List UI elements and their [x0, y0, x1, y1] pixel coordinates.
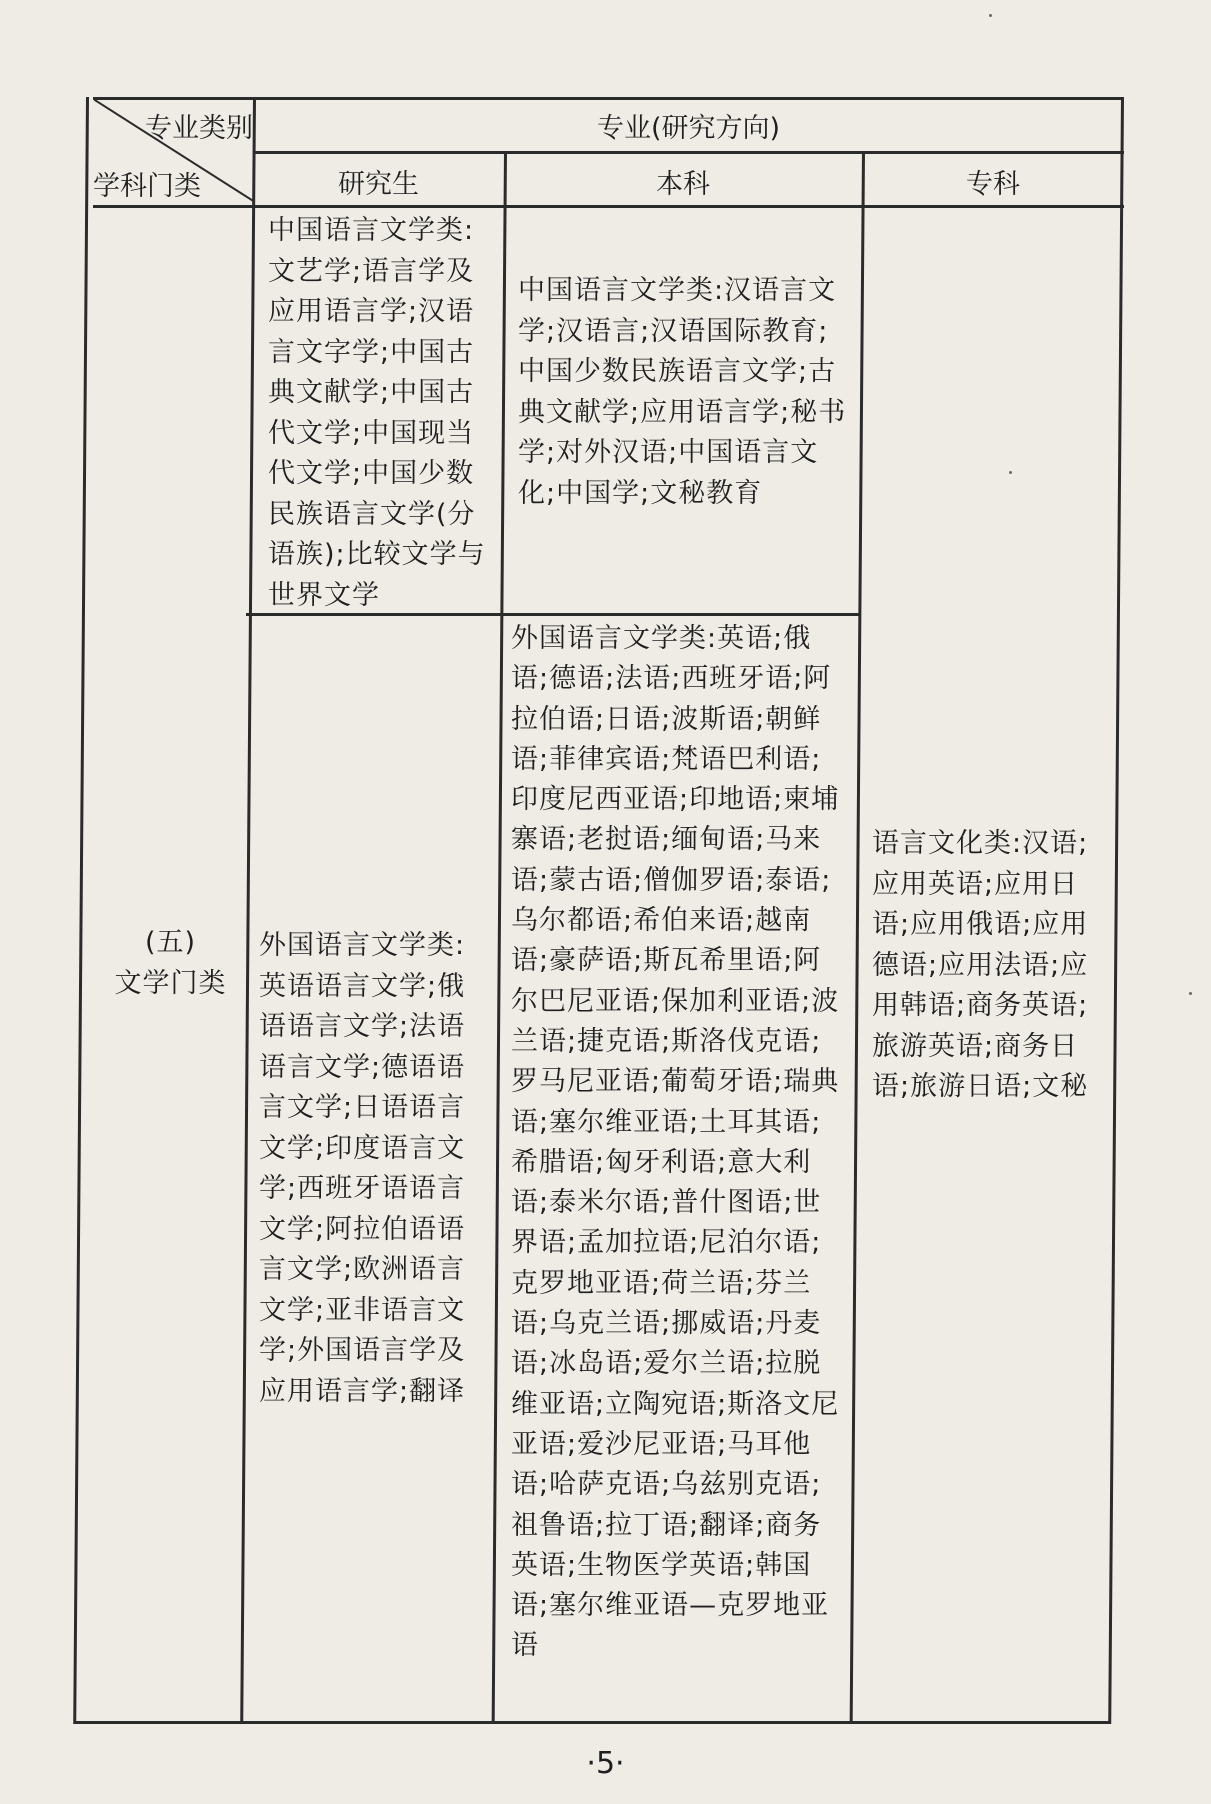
column-divider-3	[850, 151, 865, 1724]
column-divider-1	[240, 97, 256, 1724]
discipline-name: 文学门类	[114, 968, 227, 999]
header-corner-top: 专业类别	[145, 113, 253, 144]
scan-speck	[989, 14, 992, 17]
undergraduate-foreign-language: 外国语言文学类:英语;俄语;德语;法语;西班牙语;阿拉伯语;日语;波斯语;朝鲜语;菲律宾语;梵语巴利语;印度尼西亚语;印地语;柬埔寨语;老挝语;缅甸语;马来语;蒙古语;僧伽罗语;泰语;乌尔都语;希伯来语;越南语;豪萨语;斯瓦希里语;阿尔巴尼亚语;保加利亚语;波兰语;捷克语;斯洛伐克语;罗马尼亚语;葡萄牙语;瑞典语;塞尔维亚语;土耳其语;希腊语;匈牙利语;意大利语;泰米尔语;普什图语;世界语;孟加拉语;尼泊尔语;克罗地亚语;荷兰语;芬兰语;乌克兰语;挪威语;丹麦语;冰岛语;爱尔兰语;拉脱维亚语;立陶宛语;斯洛文尼亚语;爱沙尼亚语;马耳他语;哈萨克语;乌兹别克语;祖鲁语;拉丁语;翻译;商务英语;生物医学英语;韩国语;塞尔维亚语—克罗地亚语	[511, 623, 840, 1662]
table-bottom-border	[75, 1721, 1109, 1724]
header-divider	[253, 151, 1124, 154]
graduate-chinese-language: 中国语言文学类:文艺学;语言学及应用语言学;汉语言文字学;中国古典文献学;中国古代文学;中国现当代文学;中国少数民族语言文学(分语族);比较文学与世界文学	[268, 215, 486, 611]
page-number: ·5·	[586, 1746, 625, 1781]
table-right-border	[1108, 97, 1124, 1724]
undergraduate-chinese-language: 中国语言文学类:汉语言文学;汉语言;汉语国际教育;中国少数民族语言文学;古典文献学;应用语言学;秘书学;对外汉语;中国语言文化;中国学;文秘教育	[518, 275, 847, 509]
header-col-vocational: 专科	[966, 169, 1020, 200]
scan-speck	[1009, 471, 1012, 474]
scan-speck	[1189, 992, 1192, 995]
discipline-label	[93, 922, 248, 1004]
table-left-border	[73, 97, 89, 1724]
table-top-border	[93, 97, 1124, 100]
header-bottom-border	[93, 205, 1124, 208]
discipline-number: (五)	[144, 927, 197, 958]
graduate-foreign-language: 外国语言文学类:英语语言文学;俄语语言文学;法语语言文学;德语语言文学;日语语言文学;印度语言文学;西班牙语语言文学;阿拉伯语语言文学;欧洲语言文学;亚非语言文学;外国语言学及应用语言学;翻译	[259, 930, 466, 1407]
header-corner-bottom: 学科门类	[93, 171, 201, 202]
header-col-graduate: 研究生	[338, 169, 419, 200]
header-col-undergraduate: 本科	[656, 169, 710, 200]
header-main-title: 专业(研究方向)	[596, 113, 781, 144]
vocational-language-culture: 语言文化类:汉语;应用英语;应用日语;应用俄语;应用德语;应用法语;应用韩语;商务英语;旅游英语;商务日语;旅游日语;文秘	[872, 828, 1089, 1102]
